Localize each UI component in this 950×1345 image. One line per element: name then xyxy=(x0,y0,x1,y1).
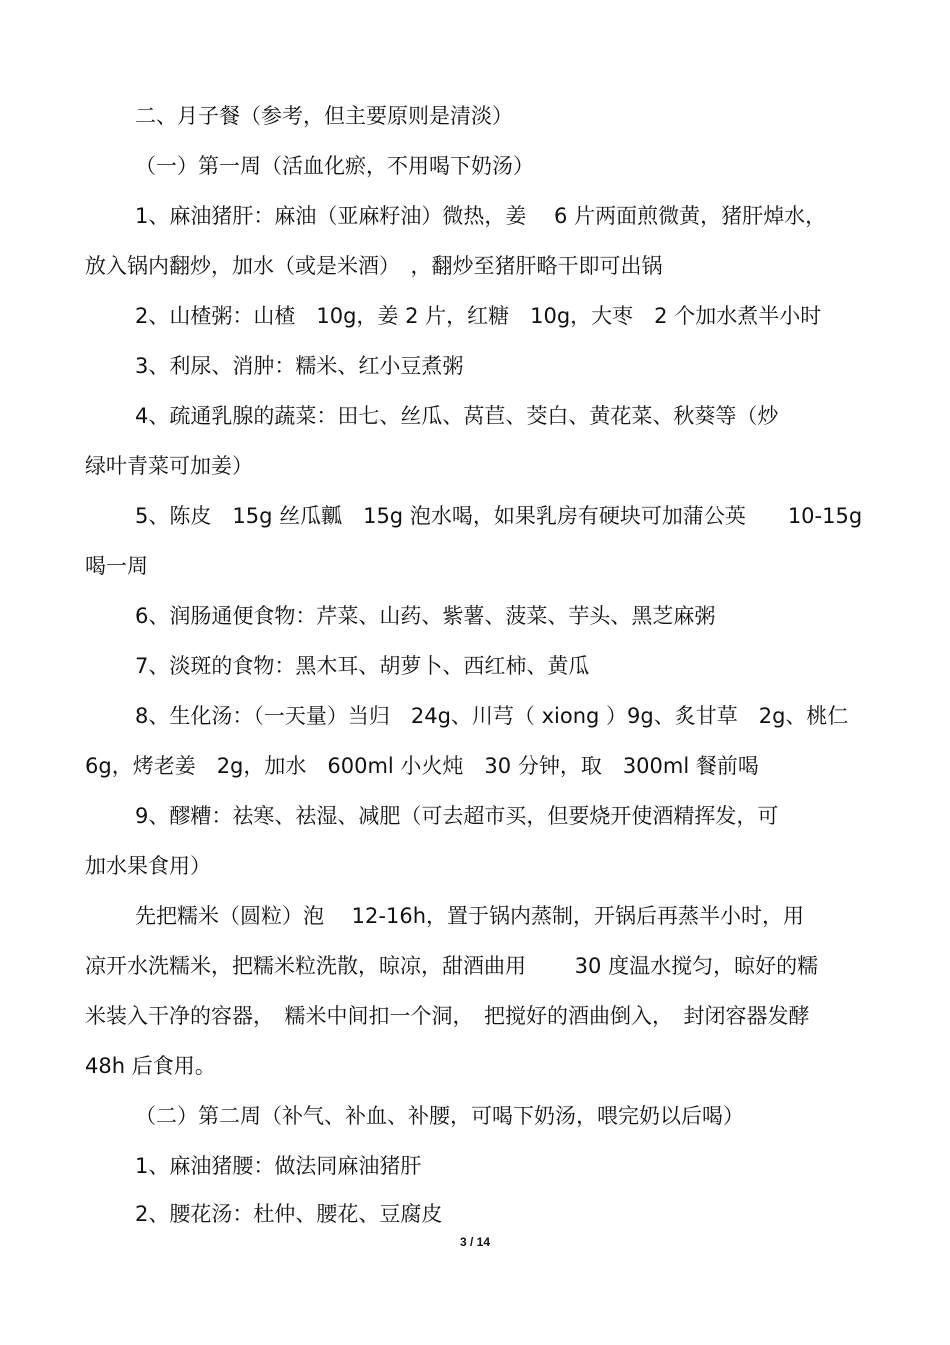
section-heading: 二、月子餐（参考，但主要原则是清淡） xyxy=(135,104,513,128)
text-line: 7、淡斑的食物：黑木耳、胡萝卜、西红柿、黄瓜 xyxy=(135,654,590,678)
text-line: 6g，烤老姜 2g，加水 600ml 小火炖 30 分钟，取 300ml 餐前喝 xyxy=(85,754,759,778)
text-line: 8、生化汤：（一天量）当归 24g、川芎（ xiong ）9g、炙甘草 2g、桃仁 xyxy=(135,704,849,728)
text-line: 4、疏通乳腺的蔬菜：田七、丝瓜、莴苣、茭白、黄花菜、秋葵等（炒 xyxy=(135,404,779,428)
text-line: 1、麻油猪肝：麻油（亚麻籽油）微热，姜 6 片两面煎微黄，猪肝焯水， xyxy=(135,204,827,228)
subsection-heading-week1: （一）第一周（活血化瘀，不用喝下奶汤） xyxy=(135,154,534,178)
text-line: 喝一周 xyxy=(85,554,148,578)
text-line: 9、醪糟：祛寒、祛湿、减肥（可去超市买，但要烧开使酒精挥发，可 xyxy=(135,804,779,828)
text-line: 1、麻油猪腰：做法同麻油猪肝 xyxy=(135,1154,422,1178)
subsection-heading-week2: （二）第二周（补气、补血、补腰，可喝下奶汤，喂完奶以后喝） xyxy=(135,1104,744,1128)
text-line: 绿叶青菜可加姜） xyxy=(85,454,253,478)
text-line: 2、腰花汤：杜仲、腰花、豆腐皮 xyxy=(135,1202,443,1226)
text-line: 米装入干净的容器， 糯米中间扣一个洞， 把搅好的酒曲倒入， 封闭容器发酵 xyxy=(85,1004,810,1028)
text-line: 5、陈皮 15g 丝瓜瓤 15g 泡水喝，如果乳房有硬块可加蒲公英 10-15g xyxy=(135,504,863,528)
text-line: 凉开水洗糯米，把糯米粒洗散，晾凉，甜酒曲用 30 度温水搅匀，晾好的糯 xyxy=(85,954,819,978)
text-line: 加水果食用） xyxy=(85,854,211,878)
text-line: 先把糯米（圆粒）泡 12-16h，置于锅内蒸制，开锅后再蒸半小时，用 xyxy=(135,904,805,928)
text-line: 2、山楂粥：山楂 10g，姜 2 片，红糖 10g，大枣 2 个加水煮半小时 xyxy=(135,304,822,328)
text-line: 放入锅内翻炒，加水（或是米酒） ，翻炒至猪肝略干即可出锅 xyxy=(85,254,663,278)
text-line: 3、利尿、消肿：糯米、红小豆煮粥 xyxy=(135,354,464,378)
page-number: 3 / 14 xyxy=(459,1235,491,1249)
text-line: 6、润肠通便食物：芹菜、山药、紫薯、菠菜、芋头、黑芝麻粥 xyxy=(135,604,716,628)
text-line: 48h 后食用。 xyxy=(85,1054,216,1078)
